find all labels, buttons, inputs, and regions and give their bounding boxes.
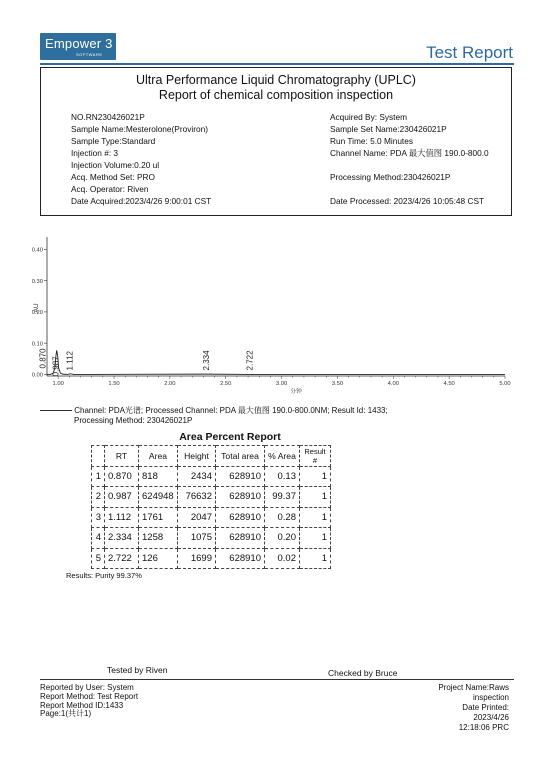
sample-type: Sample Type:Standard <box>71 136 156 146</box>
report-method: Report Method: Test Report <box>40 691 139 701</box>
page-number: Page:1(共计1) <box>40 709 92 719</box>
table-title: Area Percent Report <box>179 431 281 443</box>
sample-name: Sample Name:Mesterolone(Proviron) <box>71 124 208 134</box>
chromatogram-chart <box>28 235 513 400</box>
report-type-title: Test Report <box>426 43 513 62</box>
x-tick-label: 1.00 <box>52 381 64 387</box>
channel-info-line1 <box>40 405 388 416</box>
acq-method-set: Acq. Method Set: PRO <box>71 172 155 182</box>
cell-pct-area: 0.13 <box>265 466 300 487</box>
cell-rt: 2.722 <box>105 548 139 569</box>
chromatogram-trace <box>47 350 505 374</box>
logo-text: Empower 3 <box>45 36 113 51</box>
run-time: Run Time: 5.0 Minutes <box>330 136 414 146</box>
report-title-line2: Report of chemical composition inspection <box>158 88 394 102</box>
y-axis-label: AU <box>33 303 40 313</box>
table-row <box>92 466 331 487</box>
table-header-row <box>92 446 331 467</box>
cell-pct-area: 0.20 <box>265 528 300 549</box>
cell-total-area: 628910 <box>216 528 265 549</box>
cell-total-area: 628910 <box>216 487 265 508</box>
row-index: 1 <box>92 466 105 487</box>
table-row <box>92 487 331 508</box>
reported-by: Reported by User: System <box>40 683 134 692</box>
acq-operator: Acq. Operator: Riven <box>71 184 149 194</box>
x-tick-label: 5.00 <box>499 381 511 387</box>
cell-rt: 0.870 <box>105 466 139 487</box>
cell-pct-area: 99.37 <box>265 487 300 508</box>
acquired-by: Acquired By: System <box>330 112 408 122</box>
cell-result: 1 <box>300 528 331 549</box>
x-tick-label: 3.50 <box>331 381 344 387</box>
y-tick-label: 0.30 <box>31 278 43 285</box>
cell-rt: 2.334 <box>105 528 139 549</box>
footer-left <box>40 684 138 719</box>
cell-area: 1258 <box>139 528 178 549</box>
purity-result: Results: Purity 99.37% <box>66 571 142 580</box>
x-tick-label: 4.00 <box>387 381 399 387</box>
info-right-column <box>330 111 489 207</box>
cell-height: 1699 <box>178 548 216 569</box>
cell-pct-area: 0.28 <box>265 507 300 528</box>
info-left-column <box>71 111 211 207</box>
injection-volume: Injection Volume:0.20 ul <box>71 160 160 170</box>
cell-height: 2047 <box>178 507 216 528</box>
table-header-index <box>92 446 105 467</box>
cell-result: 1 <box>300 548 331 569</box>
channel-info-text: Channel: PDA光谱; Processed Channel: PDA 最大值图 190.0-800.0NM; Result Id: 1433; <box>74 406 388 415</box>
cell-height: 76632 <box>178 487 216 508</box>
checked-by: Checked by Bruce <box>328 668 398 678</box>
processing-method: Processing Method:230426021P <box>330 172 451 182</box>
channel-name: Channel Name: PDA 最大值图 190.0-800.0 <box>330 148 489 158</box>
spacer <box>330 159 489 171</box>
row-index: 3 <box>92 507 105 528</box>
x-tick-label: 2.50 <box>220 381 232 387</box>
x-tick-label: 1.50 <box>108 381 120 387</box>
empower-logo <box>40 33 116 60</box>
channel-underline <box>40 410 72 411</box>
cell-area: 1761 <box>139 507 178 528</box>
table-header-height: Height <box>178 446 216 467</box>
cell-total-area: 628910 <box>216 548 265 569</box>
y-tick-label: 0.20 <box>31 310 43 317</box>
project-name: Project Name:Raws <box>438 683 509 692</box>
row-index: 5 <box>92 548 105 569</box>
date-acquired: Date Acquired:2023/4/26 9:00:01 CST <box>71 196 212 206</box>
table-row <box>92 528 331 549</box>
table-header-pct-area: % Area <box>265 446 300 467</box>
cell-area: 624948 <box>139 487 178 508</box>
report-title-line1: Ultra Performance Liquid Chromatography (UPLC) <box>136 73 416 87</box>
peak-label: 1.112 <box>65 350 75 371</box>
cell-rt: 1.112 <box>105 507 139 528</box>
table-row <box>92 548 331 569</box>
cell-result: 1 <box>300 466 331 487</box>
table-header-total-area: Total area <box>216 446 265 467</box>
peak-label: 2.334 <box>202 350 212 371</box>
cell-area: 818 <box>139 466 178 487</box>
area-percent-table <box>91 445 331 569</box>
cell-total-area: 628910 <box>216 466 265 487</box>
cell-rt: 0.987 <box>105 487 139 508</box>
cell-area: 126 <box>139 548 178 569</box>
cell-height: 1075 <box>178 528 216 549</box>
table-header-rt: RT <box>105 446 139 467</box>
peak-label: 2.722 <box>245 350 255 371</box>
row-index: 4 <box>92 528 105 549</box>
sample-info-box <box>40 67 512 216</box>
channel-info-line2: Processing Method: 230426021P <box>74 416 193 425</box>
x-tick-label: 3.00 <box>275 381 288 387</box>
x-tick-label: 4.50 <box>443 381 455 387</box>
project-name-cont: inspection <box>472 693 509 702</box>
x-tick-label: 2.00 <box>164 381 176 387</box>
peak-label: 0.987 <box>51 356 61 377</box>
date-printed-label: Date Printed: <box>462 703 509 712</box>
table-row <box>92 507 331 528</box>
peak-label: 0.870 <box>38 348 48 369</box>
logo-subtext: SOFTWARE <box>76 52 103 57</box>
cell-height: 2434 <box>178 466 216 487</box>
date-processed: Date Processed: 2023/4/26 10:05:48 CST <box>330 196 485 206</box>
y-tick-label: 0.10 <box>31 341 43 348</box>
injection-number: Injection #: 3 <box>71 148 119 158</box>
y-tick-label: 0.00 <box>31 372 43 379</box>
footer-right <box>438 683 509 733</box>
footer-divider <box>40 679 514 680</box>
cell-result: 1 <box>300 507 331 528</box>
report-method-id: Report Method ID:1433 <box>40 700 124 710</box>
tested-by: Tested by Riven <box>107 665 168 675</box>
report-number: NO.RN230426021P <box>71 112 145 122</box>
y-tick-label: 0.40 <box>31 247 43 254</box>
header-divider <box>40 63 514 65</box>
cell-total-area: 628910 <box>216 507 265 528</box>
date-printed-date: 2023/4/26 <box>473 713 509 722</box>
spacer <box>330 183 489 195</box>
sample-set-name: Sample Set Name:230426021P <box>330 124 447 134</box>
cell-result: 1 <box>300 487 331 508</box>
x-axis-label: 分钟 <box>290 389 302 395</box>
date-printed-time: 12:18:06 PRC <box>458 723 509 732</box>
table-header-result: Result # <box>300 446 331 467</box>
row-index: 2 <box>92 487 105 508</box>
table-header-area: Area <box>139 446 178 467</box>
cell-pct-area: 0.02 <box>265 548 300 569</box>
